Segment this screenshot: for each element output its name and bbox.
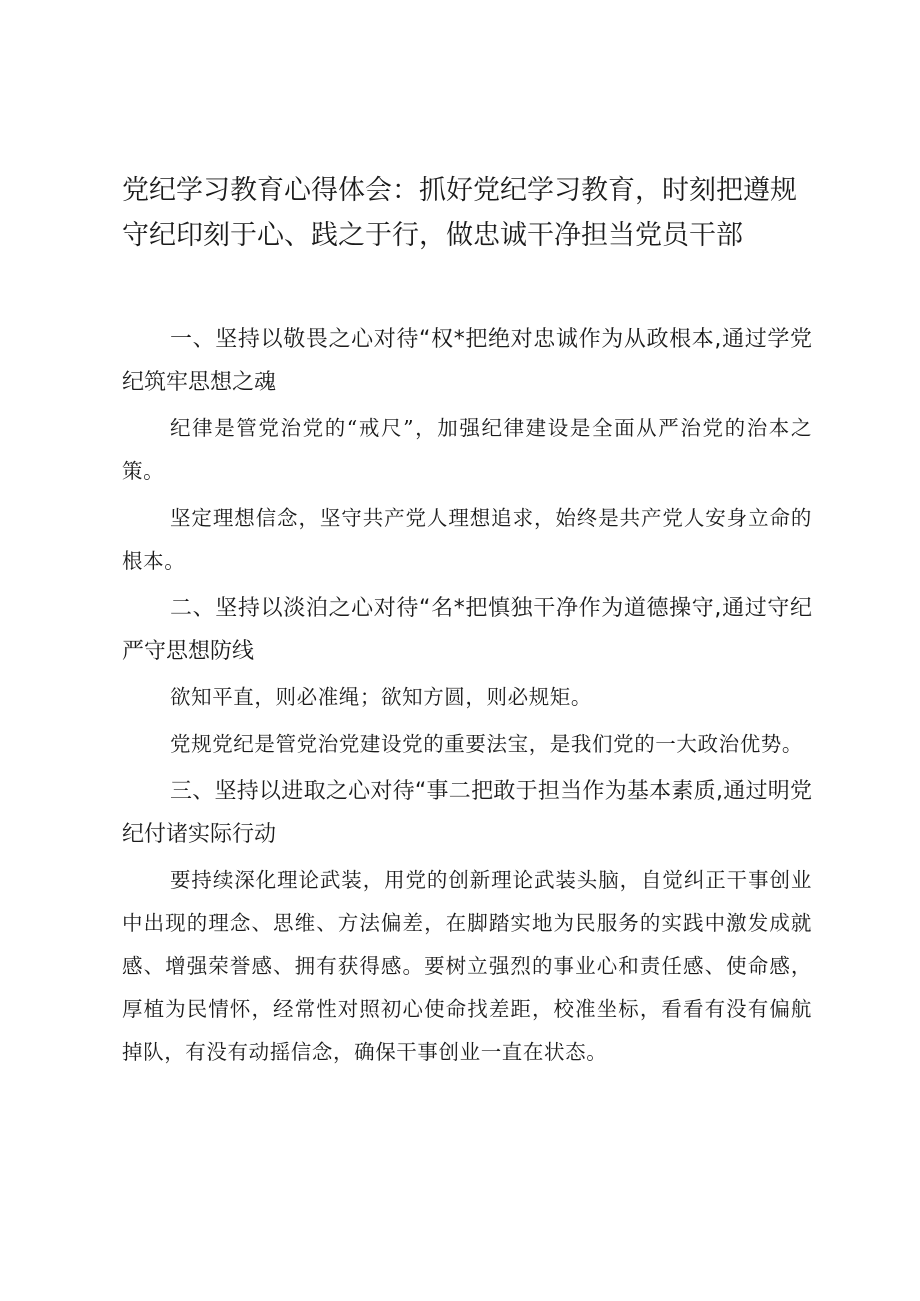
- document-title: 党纪学习教育心得体会：抓好党纪学习教育，时刻把遵规守纪印刻于心、践之于行，做忠诚干净担当党员干部: [122, 175, 797, 251]
- document-body: [122, 318, 812, 1078]
- section-2: [122, 587, 812, 766]
- body-paragraph: 欲知平直，则必准绳；欲知方圆，则必规矩。: [170, 685, 592, 709]
- section-heading: 一、坚持以敬畏之心对待“权*把绝对忠诚作为从政根本,通过学党纪筑牢思想之魂: [122, 327, 812, 395]
- body-paragraph: 纪律是管党治党的“戒尺”，加强纪律建设是全面从严治党的治本之策。: [122, 416, 812, 483]
- body-paragraph: 党规党纪是管党治党建设党的重要法宝，是我们党的一大政治优势。: [170, 732, 803, 756]
- section-heading: 二、坚持以淡泊之心对待“名*把慎独干净作为道德操守,通过守纪严守思想防线: [122, 596, 812, 664]
- section-heading: 三、坚持以进取之心对待“事二把敢于担当作为基本素质,通过明党纪付诸实际行动: [122, 779, 812, 847]
- section-3: [122, 770, 812, 1074]
- body-paragraph: 坚定理想信念，坚守共产党人理想追求，始终是共产党人安身立命的根本。: [122, 506, 812, 573]
- body-paragraph: 要持续深化理论武装，用党的创新理论武装头脑，自觉纠正干事创业中出现的理念、思维、方法偏差，在脚踏实地为民服务的实践中激发成就感、增强荣誉感、拥有获得感。要树立强烈的事业心和责任感、使命感，厚植为民情怀，经常性对照初心使命找差距，校准坐标，看看有没有偏航掉队，有没有动摇信念，确保干事创业一直在状态。: [122, 868, 812, 1064]
- section-1: [122, 318, 812, 583]
